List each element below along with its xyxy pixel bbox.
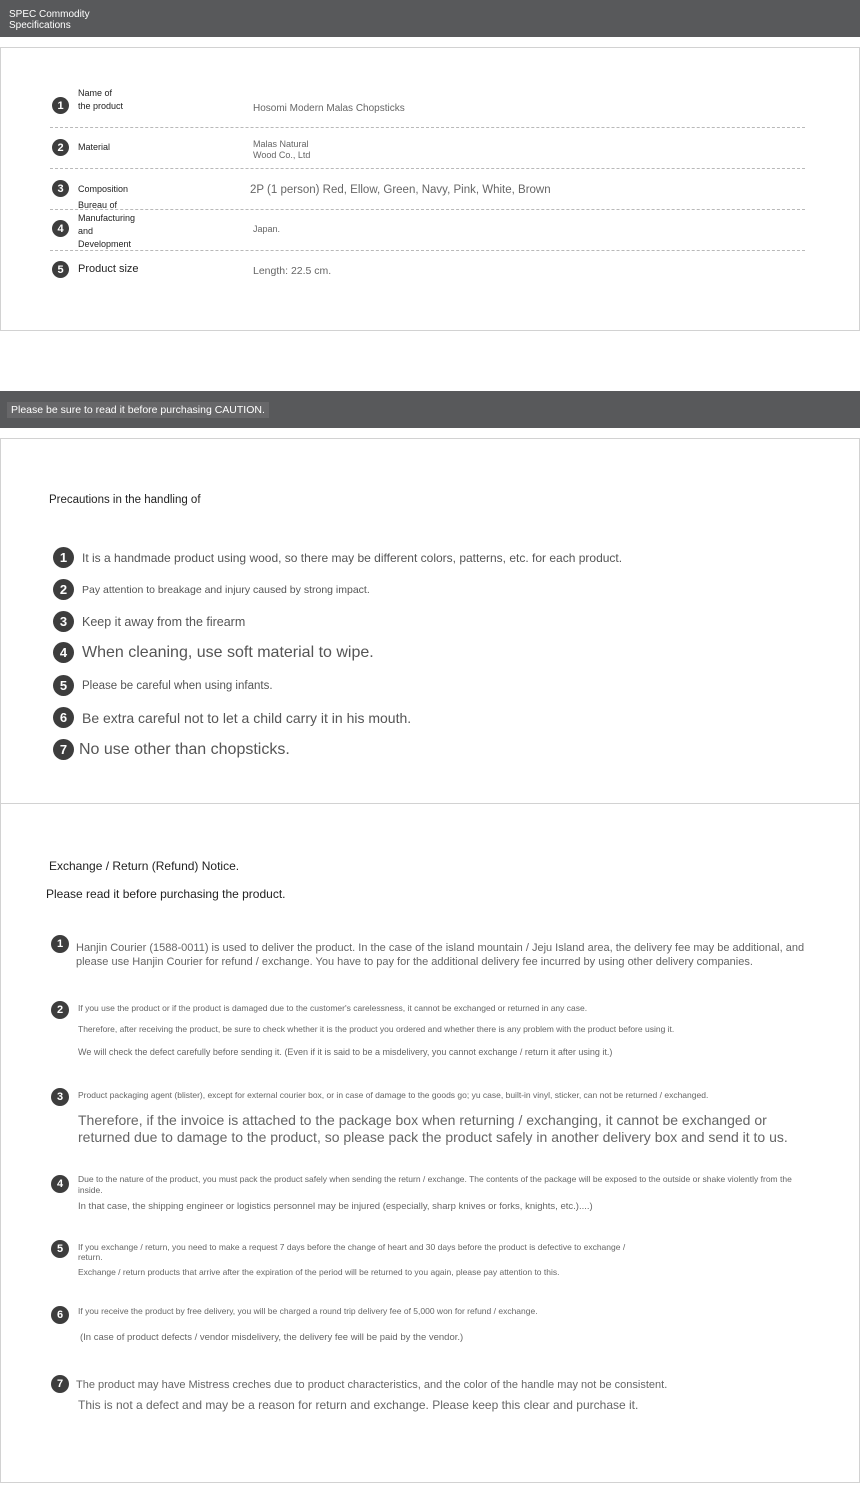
spec-value: 2P (1 person) Red, Ellow, Green, Navy, Pink, White, Brown [250, 184, 551, 196]
exchange-text: We will check the defect carefully before sending it. (Even if it is said to be a misdelivery, you cannot exchange / return it after using it.) [78, 1047, 613, 1057]
precaution-text: Pay attention to breakage and injury caused by strong impact. [82, 583, 370, 596]
spec-value: Malas Natural Wood Co., Ltd [253, 139, 311, 160]
number-5-icon: 5 [53, 675, 74, 696]
exchange-text: This is not a defect and may be a reason for return and exchange. Please keep this clear and purchase it. [78, 1398, 639, 1412]
precaution-text: Please be careful when using infants. [82, 679, 273, 692]
spec-label: Composition [78, 184, 129, 194]
exchange-text: (In case of product defects / vendor misdelivery, the delivery fee will be paid by the vendor.) [80, 1332, 464, 1343]
number-2-icon: 2 [53, 579, 74, 600]
spec-row-name [50, 84, 805, 128]
precaution-item [53, 579, 370, 600]
spec-row-material [50, 128, 805, 169]
exchange-subtitle: Please read it before purchasing the product. [46, 887, 286, 901]
number-5-icon: 5 [52, 261, 69, 278]
caution-header-title: Please be sure to read it before purchasing CAUTION. [7, 402, 269, 418]
precaution-text: It is a handmade product using wood, so there may be different colors, patterns, etc. for each product. [82, 550, 623, 565]
exchange-text: Hanjin Courier (1588-0011) is used to deliver the product. In the case of the island mountain / Jeju Island area, the delivery fee may be additional, and please use Hanjin Courier for refund / exchange. You have to pay for the additional delivery fee incurred by using other delivery companies. [76, 942, 805, 968]
spec-label: Name of the product [78, 88, 124, 111]
spec-label: Bureau of Manufacturing and Development [78, 200, 136, 249]
precaution-item [53, 707, 411, 728]
exchange-title: Exchange / Return (Refund) Notice. [49, 859, 240, 873]
number-4-icon: 4 [51, 1175, 69, 1193]
caution-header-bar [0, 391, 860, 428]
exchange-text: Product packaging agent (blister), except for external courier box, or in case of damage to the goods go; yu case, built-in vinyl, sticker, can not be returned / exchanged. [78, 1090, 709, 1100]
spec-header-bar [0, 0, 860, 37]
number-2-icon: 2 [51, 1001, 69, 1019]
number-1-icon: 1 [51, 935, 69, 953]
spec-value: Length: 22.5 cm. [253, 265, 332, 277]
precaution-text: When cleaning, use soft material to wipe. [82, 643, 374, 661]
precaution-item [53, 611, 245, 632]
exchange-text: If you use the product or if the product is damaged due to the customer's carelessness, it cannot be exchanged or returned in any case. [78, 1003, 588, 1013]
exchange-text: Due to the nature of the product, you must pack the product safely when sending the return / exchange. The contents of the package will be exposed to the outside or shake violently from the inside. [78, 1174, 792, 1195]
precaution-text: Keep it away from the firearm [82, 614, 246, 629]
precaution-item [53, 642, 374, 663]
spec-value: Japan. [253, 224, 281, 234]
exchange-text: Exchange / return products that arrive after the expiration of the period will be returned to you again, please pay attention to this. [78, 1267, 560, 1277]
precaution-text: Be extra careful not to let a child carry it in his mouth. [82, 709, 412, 726]
number-2-icon: 2 [52, 139, 69, 156]
precaution-text: No use other than chopsticks. [79, 740, 290, 758]
precaution-item [53, 675, 273, 696]
number-7-icon: 7 [53, 739, 74, 760]
exchange-text: Therefore, if the invoice is attached to the package box when returning / exchanging, it cannot be exchanged or returned due to damage to the product, so please pack the product safely in another delivery box and send it to us. [78, 1112, 788, 1145]
exchange-return-panel [0, 803, 860, 1483]
exchange-text: The product may have Mistress creches due to product characteristics, and the color of the handle may not be consistent. [76, 1379, 668, 1391]
exchange-text: If you exchange / return, you need to make a request 7 days before the change of heart and 30 days before the product is defective to exchange / return. [78, 1242, 626, 1262]
exchange-text: If you receive the product by free delivery, you will be charged a round trip delivery fee of 5,000 won for refund / exchange. [78, 1306, 538, 1316]
number-1-icon: 1 [53, 547, 74, 568]
precaution-item [53, 547, 622, 568]
number-1-icon: 1 [52, 97, 69, 114]
spec-row-size [50, 251, 805, 291]
precautions-panel [0, 438, 860, 804]
spec-value: Hosomi Modern Malas Chopsticks [253, 103, 405, 114]
spec-table-panel [0, 47, 860, 331]
spec-label: Material [78, 142, 111, 152]
spec-row-composition [50, 169, 805, 210]
exchange-text: In that case, the shipping engineer or logistics personnel may be injured (especially, sharp knives or forks, knights, etc.)....) [78, 1201, 593, 1212]
spec-row-manufacturer [50, 200, 805, 251]
number-4-icon: 4 [53, 642, 74, 663]
number-6-icon: 6 [51, 1306, 69, 1324]
number-3-icon: 3 [53, 611, 74, 632]
spec-header-title: SPEC Commodity Specifications [9, 9, 90, 31]
number-5-icon: 5 [51, 1240, 69, 1258]
number-4-icon: 4 [52, 220, 69, 237]
precautions-title: Precautions in the handling of [49, 494, 201, 506]
exchange-text: Therefore, after receiving the product, be sure to check whether it is the product you ordered and whether there is any problem with the product before using it. [78, 1024, 675, 1034]
number-3-icon: 3 [52, 180, 69, 197]
spec-label: Product size [78, 263, 139, 275]
number-7-icon: 7 [51, 1375, 69, 1393]
number-3-icon: 3 [51, 1088, 69, 1106]
precaution-item [53, 739, 290, 760]
number-6-icon: 6 [53, 707, 74, 728]
